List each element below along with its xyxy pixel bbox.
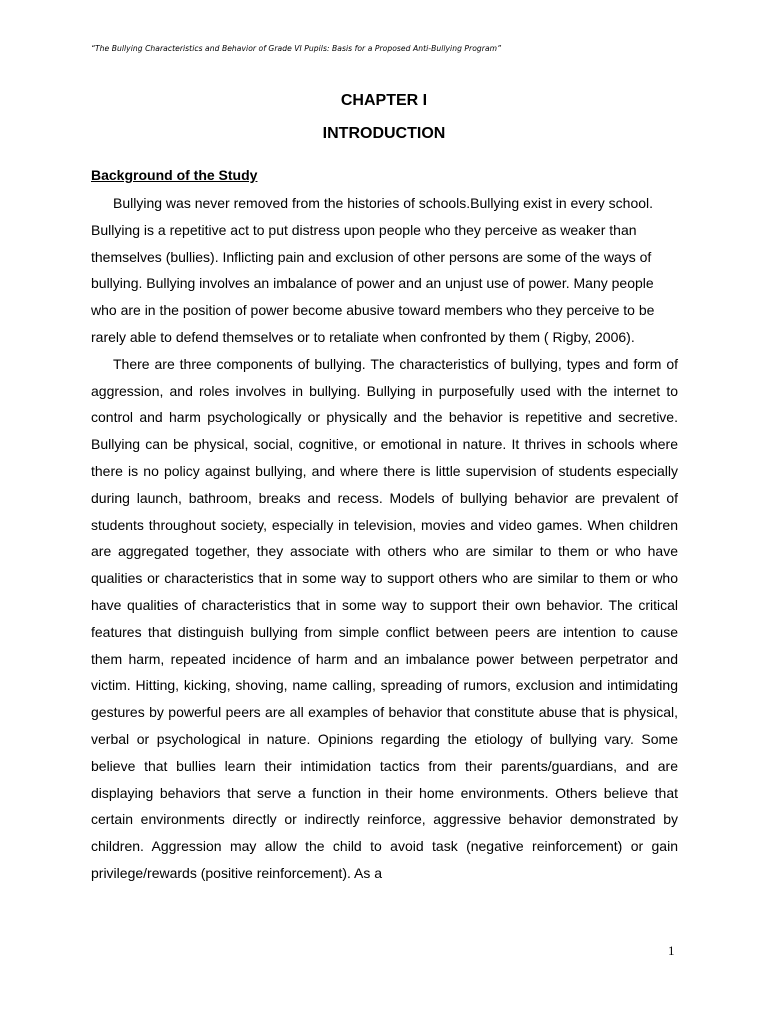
section-heading: Background of the Study xyxy=(91,167,258,183)
paragraph-1: Bullying was never removed from the histories of schools.Bullying exist in every school. Bullying is a repetitive act to put distress upon people who they perceive as weaker than themselves (bullies). Inflicting pain and exclusion of other persons are some of the ways of bullying. Bullying involves an imbalance of power and an unjust use of power. Many people who are in the position of power become abusive toward members who they perceive to be rarely able to defend themselves or to retaliate when confronted by them ( Rigby, 2006). xyxy=(91,195,655,345)
running-header: “The Bullying Characteristics and Behavior of Grade VI Pupils: Basis for a Proposed Anti-Bullying Program” xyxy=(91,44,502,53)
chapter-label: CHAPTER I xyxy=(340,92,428,109)
paragraph-2: There are three components of bullying. The characteristics of bullying, types and form of aggression, and roles involves in bullying. Bullying in purposefully used with the internet to control and harm psychologically or physically and the behavior is repetitive and secretive. Bullying can be physical, social, cognitive, or emotional in nature. It thrives in schools where there is no policy against bullying, and where there is little supervision of students especially during launch, bathroom, breaks and recess. Models of bullying behavior are prevalent of students throughout society, especially in television, movies and video games. When children are aggregated together, they associate with others who are similar to them or who have qualities or characteristics that in some way to support others who are similar to them or who have qualities of characteristics that in some way to support their own behavior. The critical features that distinguish bullying from simple conflict between peers are intention to cause them harm, repeated incidence of harm and an imbalance power between perpetrator and victim. Hitting, kicking, shoving, name calling, spreading of rumors, exclusion and intimidating gestures by powerful peers are all examples of behavior that constitute abuse that is physical, verbal or psychological in nature. Opinions regarding the etiology of bullying vary. Some believe that bullies learn their intimidation tactics from their parents/guardians, and are displaying behaviors that serve a function in their home environments. Others believe that certain environments directly or indirectly reinforce, aggressive behavior demonstrated by children. Aggression may allow the child to avoid task (negative reinforcement) or gain privilege/rewards (positive reinforcement). As a xyxy=(91,355,678,881)
page-number: 1 xyxy=(668,943,675,958)
body-text xyxy=(91,190,678,887)
chapter-title: INTRODUCTION xyxy=(322,125,446,142)
